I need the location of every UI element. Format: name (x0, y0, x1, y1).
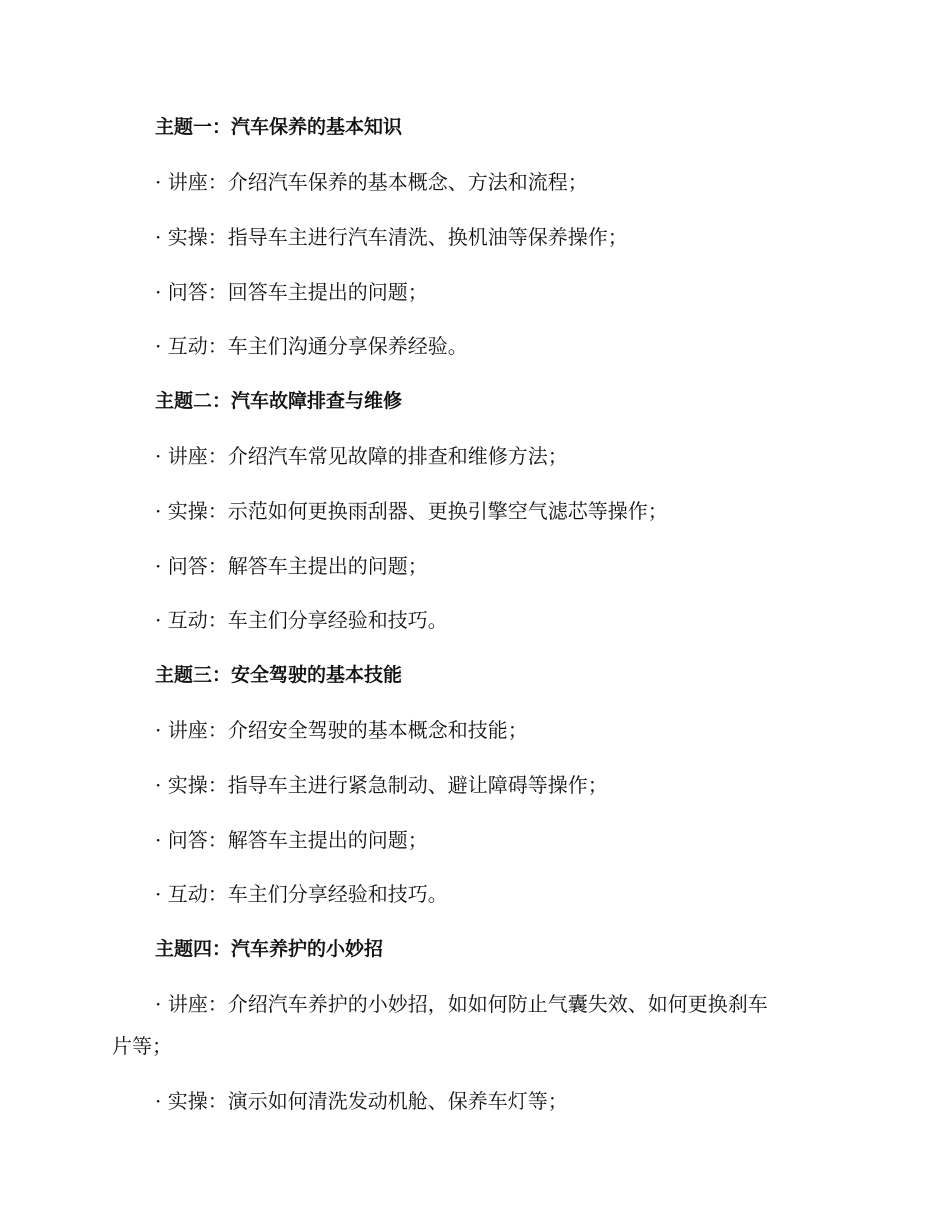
list-item: · 互动：车主们沟通分享保养经验。 (155, 334, 468, 358)
list-item-continuation: 片等； (112, 1034, 172, 1058)
section-heading-1: 主题一：汽车保养的基本知识 (155, 116, 403, 138)
list-item: · 讲座：介绍汽车常见故障的排查和维修方法； (155, 444, 568, 468)
section-heading-4: 主题四：汽车养护的小妙招 (155, 938, 384, 960)
list-item: · 互动：车主们分享经验和技巧。 (155, 608, 448, 632)
list-item: · 问答：解答车主提出的问题； (155, 554, 428, 578)
list-item: · 实操：指导车主进行汽车清洗、换机油等保养操作； (155, 225, 628, 249)
list-item: · 问答：解答车主提出的问题； (155, 828, 428, 852)
section-heading-2: 主题二：汽车故障排查与维修 (155, 390, 403, 412)
list-item: · 实操：示范如何更换雨刮器、更换引擎空气滤芯等操作； (155, 499, 668, 523)
list-item: · 实操：指导车主进行紧急制动、避让障碍等操作； (155, 773, 608, 797)
list-item: · 实操：演示如何清洗发动机舱、保养车灯等； (155, 1089, 568, 1113)
list-item: · 讲座：介绍汽车保养的基本概念、方法和流程； (155, 170, 588, 194)
list-item: · 互动：车主们分享经验和技巧。 (155, 882, 448, 906)
section-heading-3: 主题三：安全驾驶的基本技能 (155, 664, 403, 686)
list-item: · 问答：回答车主提出的问题； (155, 280, 428, 304)
list-item: · 讲座：介绍安全驾驶的基本概念和技能； (155, 718, 528, 742)
list-item: · 讲座：介绍汽车养护的小妙招，如如何防止气囊失效、如何更换刹车 (155, 992, 768, 1016)
